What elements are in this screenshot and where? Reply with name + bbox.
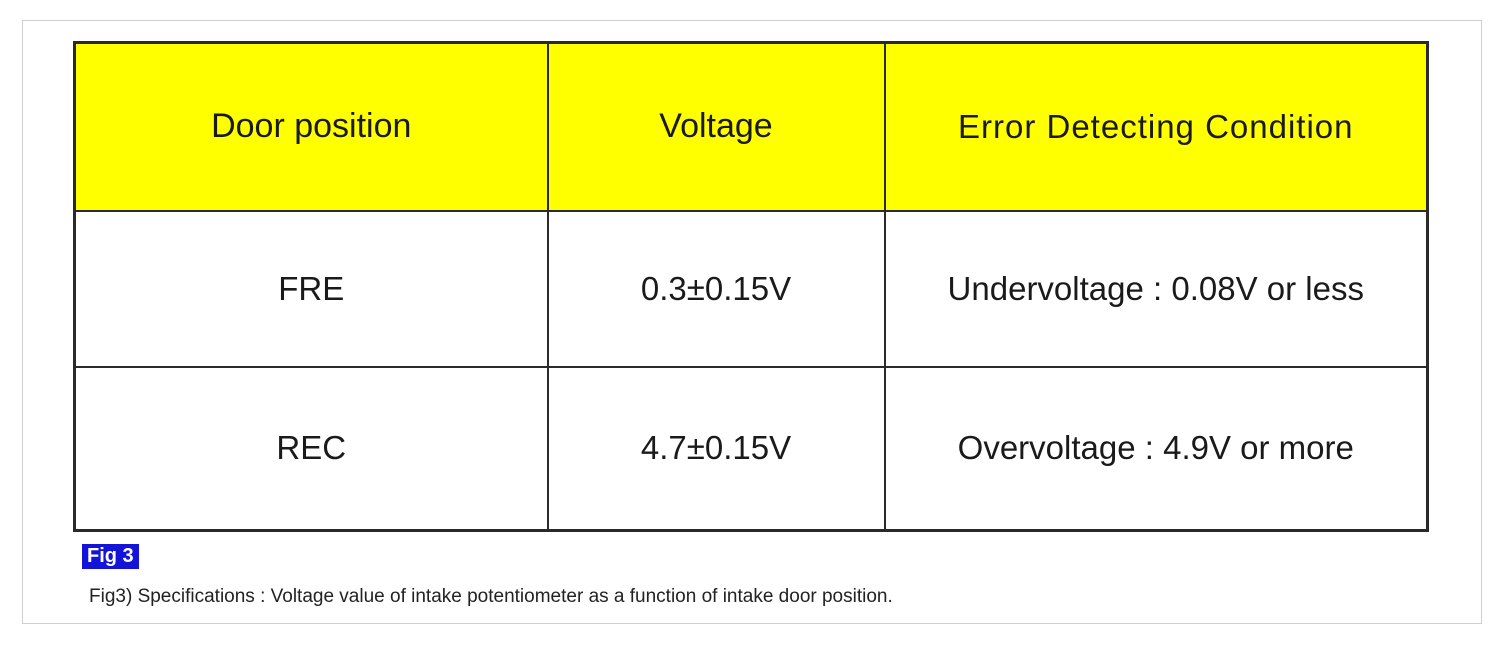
table-row (75, 367, 1428, 531)
table-row (75, 211, 1428, 367)
header-error-condition: Error Detecting Condition (885, 43, 1428, 211)
table-header-row (75, 43, 1428, 211)
figure-caption: Fig3) Specifications : Voltage value of intake potentiometer as a function of intake door position. (89, 586, 893, 607)
header-door-position: Door position (75, 43, 548, 211)
cell-door-position: FRE (75, 211, 548, 367)
cell-door-position: REC (75, 367, 548, 531)
cell-voltage: 0.3±0.15V (548, 211, 885, 367)
cell-error-condition: Overvoltage : 4.9V or more (885, 367, 1428, 531)
spec-table (73, 41, 1429, 532)
cell-error-condition: Undervoltage : 0.08V or less (885, 211, 1428, 367)
cell-voltage: 4.7±0.15V (548, 367, 885, 531)
figure-tag: Fig 3 (82, 544, 139, 569)
header-voltage: Voltage (548, 43, 885, 211)
